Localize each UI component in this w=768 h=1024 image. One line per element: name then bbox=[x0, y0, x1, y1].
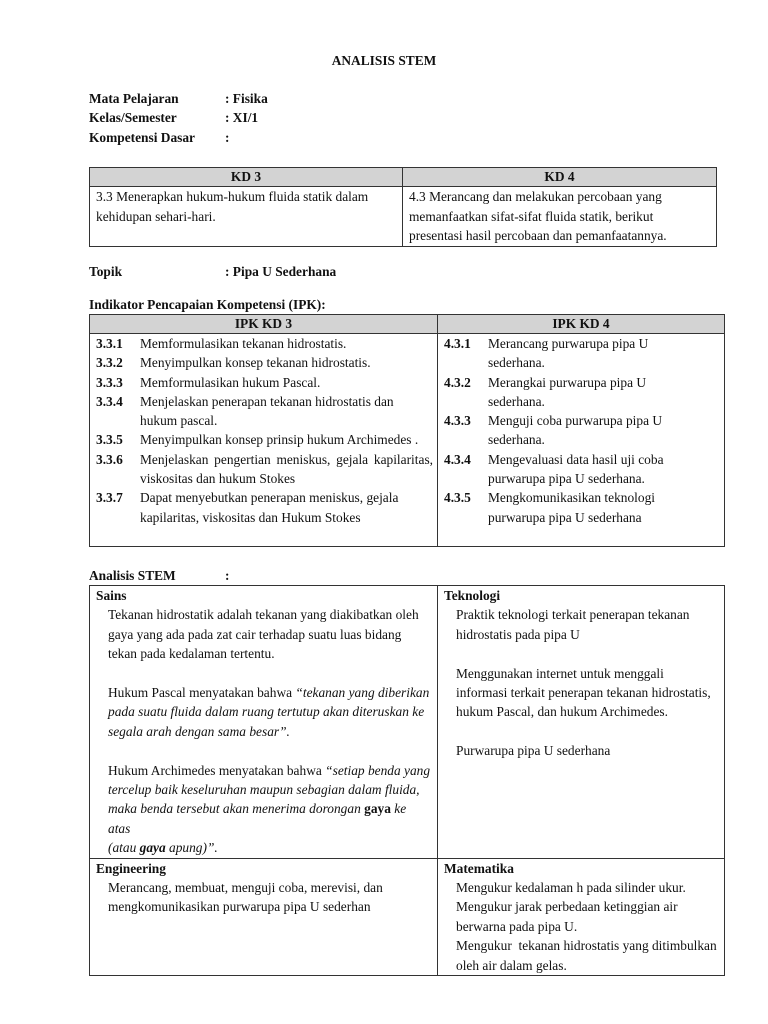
ipk-item bbox=[444, 411, 720, 450]
ipk-item bbox=[96, 353, 433, 372]
archimedes-intro: Hukum Archimedes menyatakan bahwa bbox=[108, 762, 326, 778]
kd4-header: KD 4 bbox=[403, 168, 717, 187]
ipk-text: Memformulasikan tekanan hidrostatis. bbox=[140, 336, 347, 351]
sains-cell bbox=[90, 586, 438, 859]
ipk-text: Menjelaskan pengertian meniskus, gejala kapilaritas, viskositas dan hukum Stokes bbox=[140, 451, 433, 487]
kd3-header: KD 3 bbox=[90, 168, 403, 187]
meta-subject-label: Mata Pelajaran bbox=[89, 91, 179, 106]
matematika-body bbox=[444, 878, 721, 975]
ipk-number: 4.3.1 bbox=[444, 336, 471, 351]
ipk-text: Menyimpulkan konsep tekanan hidrostatis. bbox=[140, 355, 371, 371]
ipk-item bbox=[96, 430, 433, 449]
meta-class bbox=[89, 110, 258, 126]
ipk-kd3-header: IPK KD 3 bbox=[90, 315, 438, 334]
ipk-text: Menguji coba purwarupa pipa U sederhana. bbox=[488, 413, 663, 448]
sains-body bbox=[96, 605, 431, 857]
archimedes-bold: gaya bbox=[364, 801, 391, 817]
meta-competence-label: Kompetensi Dasar bbox=[89, 130, 196, 145]
sains-title: Sains bbox=[96, 588, 127, 603]
meta-class-label: Kelas/Semester bbox=[89, 110, 177, 125]
sains-pascal-text bbox=[108, 683, 431, 741]
stem-table bbox=[89, 585, 725, 976]
ipk-item bbox=[444, 488, 720, 527]
sains-archimedes-text bbox=[108, 761, 431, 858]
ipk-table bbox=[89, 314, 725, 547]
ipk-number: 3.3.5 bbox=[96, 432, 123, 448]
archimedes-quote: apung)”. bbox=[165, 840, 218, 856]
stem-heading-label: Analisis STEM bbox=[89, 568, 176, 583]
ipk-item bbox=[444, 334, 720, 373]
teknologi-text-2: Menggunakan internet untuk menggali informasi terkait penerapan tekanan hidrostatis, hukum Pascal, dan hukum Archimedes. bbox=[456, 665, 711, 720]
ipk-item bbox=[96, 450, 433, 489]
ipk-number: 3.3.7 bbox=[96, 490, 123, 506]
pascal-intro: Hukum Pascal menyatakan bahwa bbox=[108, 685, 296, 701]
ipk-number: 4.3.3 bbox=[444, 413, 471, 429]
ipk-item bbox=[96, 392, 433, 431]
engineering-cell bbox=[90, 858, 438, 975]
ipk-heading: Indikator Pencapaian Kompetensi (IPK): bbox=[89, 297, 326, 312]
archimedes-bold: gaya bbox=[139, 840, 166, 856]
teknologi-body bbox=[444, 605, 718, 760]
engineering-title: Engineering bbox=[96, 860, 166, 876]
ipk-number: 3.3.4 bbox=[96, 393, 123, 409]
teknologi-cell bbox=[438, 586, 725, 859]
topic-label: Topik bbox=[89, 264, 123, 279]
teknologi-text-1: Praktik teknologi terkait penerapan tekanan hidrostatis pada pipa U bbox=[456, 607, 690, 642]
ipk-text: Menyimpulkan konsep prinsip hukum Archimedes . bbox=[140, 432, 419, 448]
ipk-number: 3.3.3 bbox=[96, 374, 123, 390]
meta-subject bbox=[89, 91, 268, 107]
ipk-item bbox=[444, 450, 720, 489]
ipk-kd4-header: IPK KD 4 bbox=[438, 315, 725, 334]
archimedes-quote: (atau bbox=[108, 840, 140, 856]
engineering-text: Merancang, membuat, menguji coba, merevisi, dan mengkomunikasikan purwarupa pipa U sederhan bbox=[108, 880, 383, 915]
ipk-text: Mengevaluasi data hasil uji coba purwarupa pipa U sederhana. bbox=[488, 451, 664, 487]
kd4-cell: 4.3 Merancang dan melakukan percobaan yang memanfaatkan sifat-sifat fluida statik, berikut presentasi hasil percobaan dan pemanfaatannya. bbox=[403, 187, 717, 247]
ipk-text: Menjelaskan penerapan tekanan hidrostatis dan hukum pascal. bbox=[140, 393, 394, 429]
stem-heading bbox=[89, 568, 229, 584]
meta-subject-value: : Fisika bbox=[225, 91, 268, 106]
stem-heading-colon: : bbox=[225, 568, 230, 583]
pascal-quote: “tekanan yang diberikan pada suatu fluida dalam ruang tertutup akan diteruskan ke segala arah dengan sama besar”. bbox=[108, 685, 430, 739]
ipk-number: 3.3.6 bbox=[96, 451, 123, 467]
teknologi-title: Teknologi bbox=[444, 588, 501, 603]
ipk-number: 4.3.5 bbox=[444, 490, 471, 506]
ipk-kd4-cell bbox=[438, 334, 725, 547]
matematika-title: Matematika bbox=[444, 860, 514, 876]
ipk-item bbox=[96, 373, 433, 392]
ipk-text: Merangkai purwarupa pipa U sederhana. bbox=[488, 374, 647, 409]
matematika-line: Mengukur tekanan hidrostatis yang ditimbulkan oleh air dalam gelas. bbox=[456, 938, 721, 973]
engineering-body bbox=[96, 878, 431, 917]
meta-class-value: : XI/1 bbox=[225, 110, 259, 125]
topic-row bbox=[89, 264, 336, 280]
sains-hydrostatic-text: Tekanan hidrostatik adalah tekanan yang diakibatkan oleh gaya yang ada pada zat cair terhadap suatu luas bidang tekan pada kedalaman tertentu. bbox=[108, 607, 419, 662]
ipk-item bbox=[444, 373, 720, 412]
archimedes-quote: ke atas bbox=[108, 801, 407, 836]
matematika-cell bbox=[438, 858, 725, 975]
ipk-item bbox=[96, 488, 433, 527]
ipk-number: 3.3.2 bbox=[96, 355, 123, 371]
ipk-number: 4.3.4 bbox=[444, 451, 471, 467]
ipk-number: 4.3.2 bbox=[444, 374, 471, 390]
kd-table bbox=[89, 167, 717, 247]
matematika-line: Mengukur jarak perbedaan ketinggian air berwarna pada pipa U. bbox=[456, 899, 678, 934]
topic-value: : Pipa U Sederhana bbox=[225, 264, 337, 279]
meta-competence-value: : bbox=[225, 130, 230, 145]
archimedes-quote: “setiap benda yang tercelup baik keseluruhan maupun sebagian dalam fluida, maka benda tersebut akan menerima dorongan bbox=[108, 762, 431, 817]
ipk-text: Mengkomunikasikan teknologi purwarupa pipa U sederhana bbox=[488, 490, 655, 525]
ipk-number: 3.3.1 bbox=[96, 336, 123, 351]
ipk-text: Dapat menyebutkan penerapan meniskus, gejala kapilaritas, viskositas dan Hukum Stokes bbox=[140, 490, 399, 525]
matematika-line: Mengukur kedalaman h pada silinder ukur. bbox=[456, 880, 686, 896]
ipk-kd3-cell bbox=[90, 334, 438, 547]
ipk-text: Memformulasikan hukum Pascal. bbox=[140, 374, 321, 390]
kd3-cell: 3.3 Menerapkan hukum-hukum fluida statik dalam kehidupan sehari-hari. bbox=[90, 187, 403, 247]
document-title: ANALISIS STEM bbox=[331, 53, 437, 68]
ipk-item bbox=[96, 334, 433, 353]
ipk-text: Merancang purwarupa pipa U sederhana. bbox=[488, 336, 649, 371]
teknologi-text-3: Purwarupa pipa U sederhana bbox=[456, 743, 611, 759]
meta-competence bbox=[89, 130, 229, 146]
